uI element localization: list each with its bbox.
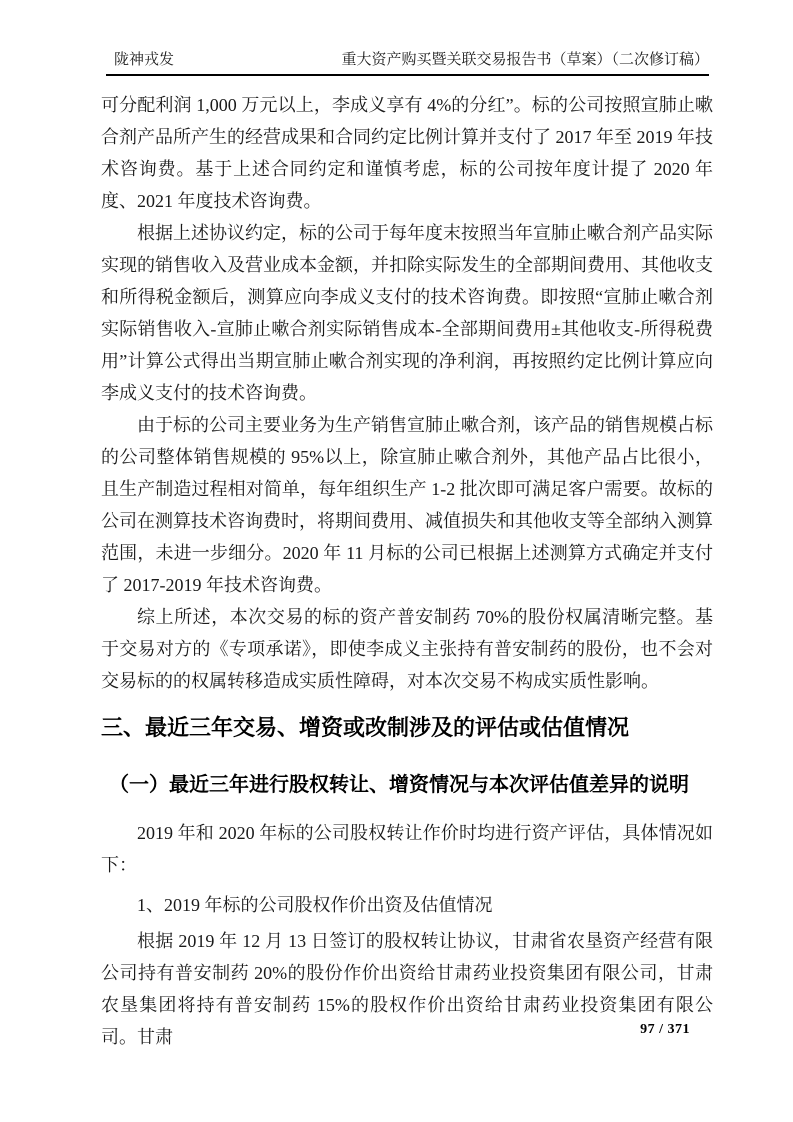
paragraph-profit-share-continued: 可分配利润 1,000 万元以上，李成义享有 4%的分红”。标的公司按照宣肺止嗽合剂产品所产生的经营成果和合同约定比例计算并支付了 2017 年至 2019 年技术咨询费。基于上述合同约定和谨慎考虑，标的公司按年度计提了 2020 年度、2021 年度技术咨询费。 — [101, 95, 713, 211]
section-heading-valuation: 三、最近三年交易、增资或改制涉及的评估或估值情况 — [101, 715, 630, 740]
paragraph-2019-transfer-agreement: 根据 2019 年 12 月 13 日签订的股权转让协议，甘肃省农垦资产经营有限公司持有普安制药 20%的股份作价出资给甘肃药业投资集团有限公司，甘肃农垦集团将持有普安制药 15%的股权作价出资给甘肃药业投资集团有限公司。甘肃 — [101, 931, 713, 1047]
document-body — [101, 89, 713, 1053]
subsection-heading-equity-transfer: （一）最近三年进行股权转让、增资情况与本次评估值差异的说明 — [109, 774, 689, 796]
paragraph-business-description: 由于标的公司主要业务为生产销售宣肺止嗽合剂，该产品的销售规模占标的公司整体销售规模的 95%以上，除宣肺止嗽合剂外，其他产品占比很小，且生产制造过程相对简单，每年组织生产 1-2 批次即可满足客户需要。故标的公司在测算技术咨询费时，将期间费用、减值损失和其他收支等全部纳入测算范围，未进一步细分。2020 年 11 月标的公司已根据上述测算方式确定并支付了 2017-2019 年技术咨询费。 — [101, 415, 713, 595]
item-heading-2019-valuation: 1、2019 年标的公司股权作价出资及估值情况 — [137, 895, 493, 915]
page-header — [106, 50, 709, 76]
paragraph-fee-calculation: 根据上述协议约定，标的公司于每年度末按照当年宣肺止嗽合剂产品实际实现的销售收入及营业成本金额，并扣除实际发生的全部期间费用、其他收支和所得税金额后，测算应向李成义支付的技术咨询费。即按照“宣肺止嗽合剂实际销售收入-宣肺止嗽合剂实际销售成本-全部期间费用±其他收支-所得税费用”计算公式得出当期宣肺止嗽合剂实现的净利润，再按照约定比例计算应向李成义支付的技术咨询费。 — [101, 223, 713, 403]
page-number: 97 / 371 — [640, 1022, 690, 1037]
header-report-title: 重大资产购买暨关联交易报告书（草案）（二次修订稿） — [341, 52, 709, 68]
header-company-name: 陇神戎发 — [114, 52, 175, 68]
paragraph-summary-conclusion: 综上所述，本次交易的标的资产普安制药 70%的股份权属清晰完整。基于交易对方的《专项承诺》，即使李成义主张持有普安制药的股份，也不会对交易标的的权属转移造成实质性障碍，对本次交易不构成实质性影响。 — [101, 607, 713, 691]
paragraph-assessment-intro: 2019 年和 2020 年标的公司股权转让作价时均进行资产评估，具体情况如下： — [101, 823, 713, 875]
